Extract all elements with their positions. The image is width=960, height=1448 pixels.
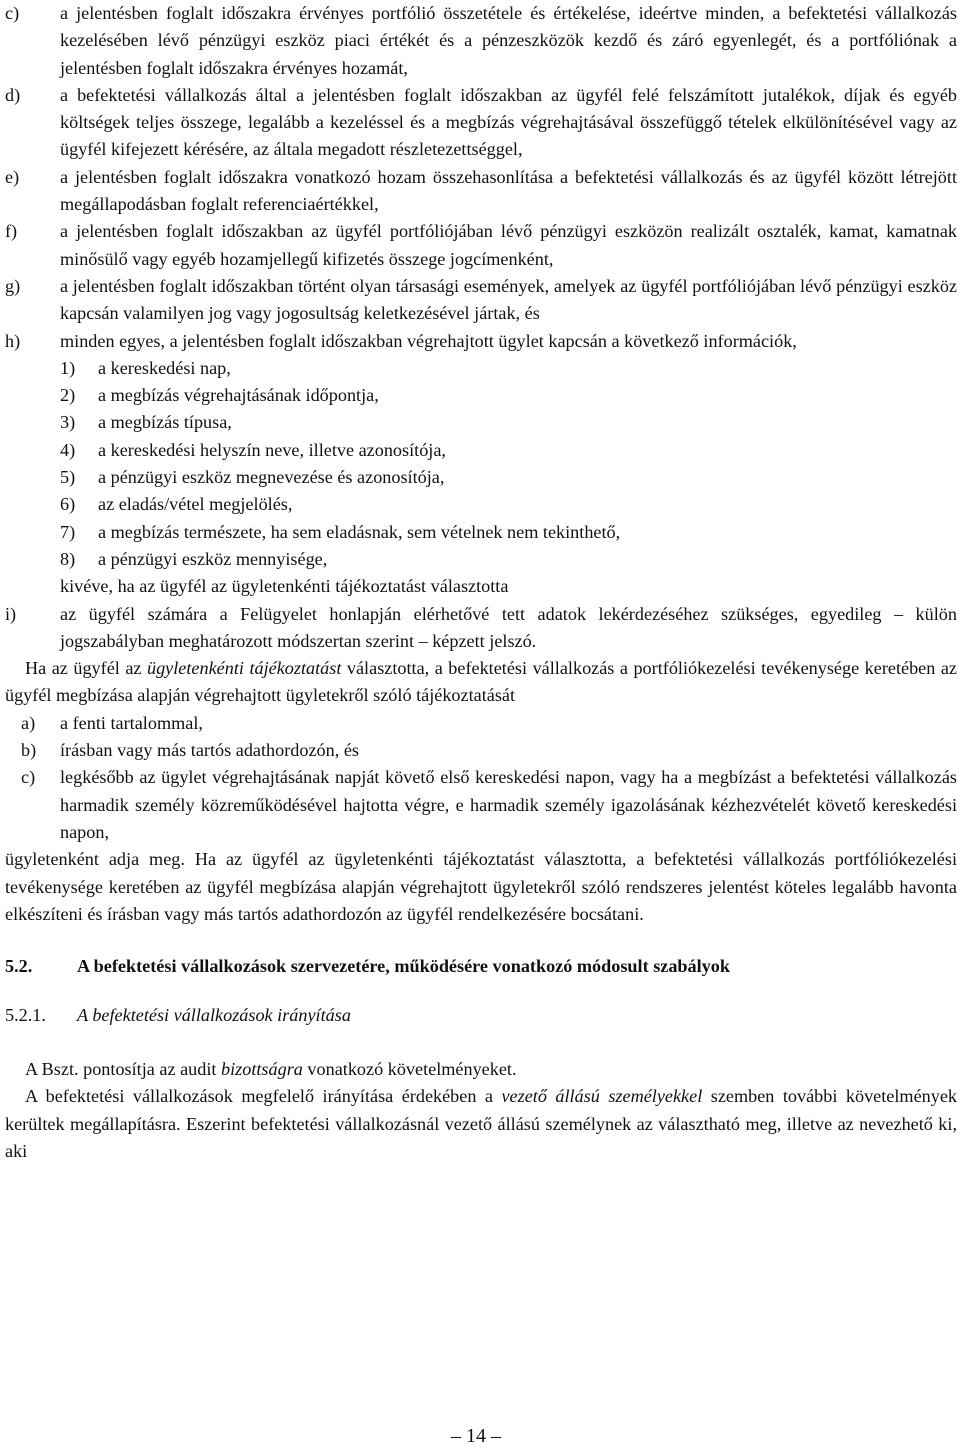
list-item: g) a jelentésben foglalt időszakban történt olyan társasági események, amelyek az ügyfél portfóliójában lévő pénzügyi eszköz kapcsán valamilyen jog vagy jogosultság keletkezésével jártak, és <box>5 275 957 324</box>
paragraph: Ha az ügyfél az ügyletenkénti tájékoztatást választotta, a befektetési vállalkozás a portfóliókezelési tevékenysége keretében az ügyfél megbízása alapján végrehajtott ügyletekről szóló tájékoztatását <box>5 658 957 706</box>
list-item: h) minden egyes, a jelentésben foglalt időszakban végrehajtott ügylet kapcsán a következő információk, <box>5 330 797 351</box>
transaction-info-sublist <box>60 355 957 573</box>
report-content-list <box>5 0 957 355</box>
document-page <box>5 0 957 1165</box>
list-item: e) a jelentésben foglalt időszakra vonatkozó hozam összehasonlítása a befektetési vállalkozás és az ügyfél között létrejött megállapodásban foglalt referenciaértékkel, <box>5 166 957 215</box>
sublist-item: 4) a kereskedési helyszín neve, illetve azonosítója, <box>60 439 446 460</box>
paragraph: A Bszt. pontosítja az audit bizottságra vonatkozó követelményeket. <box>25 1059 517 1080</box>
list-item: b) írásban vagy más tartós adathordozón, és <box>21 740 359 761</box>
paragraph: ügyletenként adja meg. Ha az ügyfél az ügyletenkénti tájékoztatást választotta, a befektetési vállalkozás portfóliókezelési tevékenysége keretében az ügyfél megbízása alapján végrehajtott ügyletekről szóló rendszeres jelentést köteles legalább havonta elkészíteni és írásban vagy más tartós adathordozón az ügyfél rendelkezésére bocsátani. <box>5 849 957 924</box>
list-item: c) a jelentésben foglalt időszakra érvényes portfólió összetétele és értékelése, ideértve minden, a befektetési vállalkozás kezelésében lévő pénzügyi eszköz piaci értékét és a pénzeszközök kezdő és záró egyenlegét, és a portfóliónak a jelentésben foglalt időszakra érvényes hozamát, <box>5 3 957 78</box>
list-item: a) a fenti tartalommal, <box>21 712 203 733</box>
sublist-item: 1) a kereskedési nap, <box>60 357 231 378</box>
sublist-item: 5) a pénzügyi eszköz megnevezése és azonosítója, <box>60 467 445 488</box>
list-item: c) legkésőbb az ügylet végrehajtásának napját követő első kereskedési napon, vagy ha a megbízást a befektetési vállalkozás harmadik személy közreműködésével hajtotta végre, e harmadik személy igazolásának kézhezvételét követő kereskedési napon, <box>21 767 957 842</box>
sublist-item: 7) a megbízás természete, ha sem eladásnak, sem vételnek nem tekinthető, <box>60 521 621 542</box>
page-number: – 14 – <box>451 1425 501 1447</box>
list-item: f) a jelentésben foglalt időszakban az ügyfél portfóliójában lévő pénzügyi eszközön realizált osztalék, kamat, kamatnak minősülő vagy egyéb hozamjellegű kifizetés összege jogcímenként, <box>5 221 957 269</box>
subsection-heading: 5.2.1. A befektetési vállalkozások irányítása <box>5 1005 351 1026</box>
list-item: i) az ügyfél számára a Felügyelet honlapján elérhetővé tett adatok lekérdezéséhez szükséges, egyedileg – külön jogszabályban meghatározott módszertan szerint – képzett jelszó. <box>5 603 957 651</box>
sublist-item: 6) az eladás/vétel megjelölés, <box>60 494 293 515</box>
paragraph: A befektetési vállalkozások megfelelő irányítása érdekében a vezető állású személyekkel szemben további követelmények kerültek megállapításra. Eszerint befektetési vállalkozásnál vezető állású személynek az választható meg, illetve az nevezhető ki, aki <box>5 1086 957 1161</box>
section-heading: 5.2. A befektetési vállalkozások szervezetére, működésére vonatkozó módosult szabályok <box>5 956 730 977</box>
sublist-continuation: kivéve, ha az ügyfél az ügyletenkénti tájékoztatást választotta <box>60 576 509 597</box>
sublist-item: 3) a megbízás típusa, <box>60 412 232 433</box>
list-item: d) a befektetési vállalkozás által a jelentésben foglalt időszakban az ügyfél felé felszámított jutalékok, díjak és egyéb költségek teljes összege, legalább a kezeléssel és a megbízás végrehajtásával összefüggő tételek elkülönítésével vagy az ügyfél kifejezett kérésére, az általa megadott részletezettséggel, <box>5 84 957 160</box>
sublist-item: 2) a megbízás végrehajtásának időpontja, <box>60 385 379 406</box>
sublist-item: 8) a pénzügyi eszköz mennyisége, <box>60 548 328 569</box>
notification-requirements-list <box>5 710 957 846</box>
